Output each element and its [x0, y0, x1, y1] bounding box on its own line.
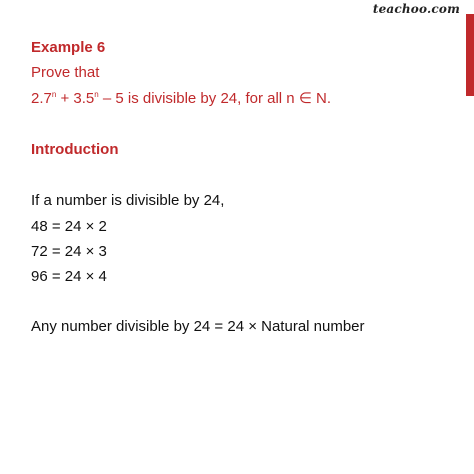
term-3-5: + 3.5: [56, 90, 95, 107]
exponent-n-1: n: [51, 90, 57, 99]
intro-line-3: 72 = 24 × 3: [31, 243, 107, 260]
term-2-7: 2.7: [31, 90, 52, 107]
prompt-text: Prove that: [31, 64, 100, 81]
exponent-n-2: n: [94, 90, 99, 99]
intro-line-4: 96 = 24 × 4: [31, 268, 107, 285]
example-heading: Example 6: [31, 39, 106, 56]
accent-bar: [466, 14, 474, 96]
intro-line-2: 48 = 24 × 2: [31, 218, 107, 235]
conclusion-line: Any number divisible by 24 = 24 × Natural number: [31, 318, 365, 335]
introduction-heading: Introduction: [31, 141, 119, 158]
statement-tail: – 5 is divisible by 24, for all n ∈ N.: [98, 90, 332, 107]
problem-statement: [31, 90, 331, 108]
intro-line-1: If a number is divisible by 24,: [31, 192, 225, 209]
teachoo-logo: teachoo.com: [372, 2, 460, 16]
